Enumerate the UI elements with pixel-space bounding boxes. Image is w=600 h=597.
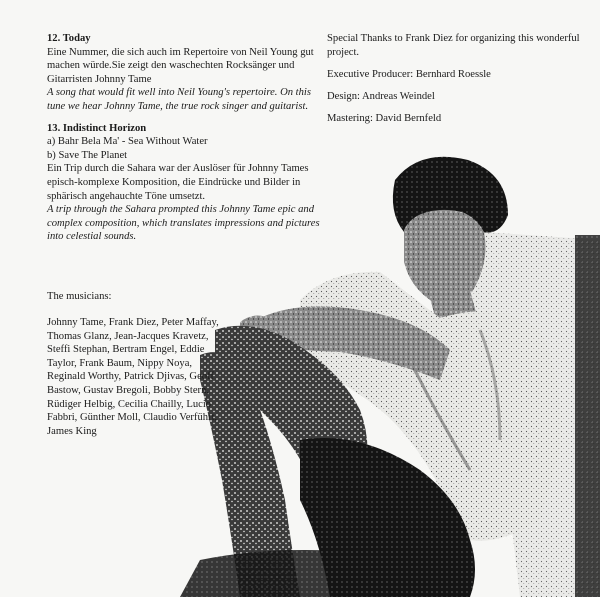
credits [327,32,587,134]
track-12-german: Eine Nummer, die sich auch im Repertoire von Neil Young gut machen würde.Sie zeigt den waschechten Rocksänger und Gitarristen Johnny Tame [47,46,314,85]
mastering-credit: Mastering: David Bernfeld [327,112,442,124]
executive-producer: Executive Producer: Bernhard Roessle [327,68,491,80]
track-13-german: Ein Trip durch die Sahara war der Auslöser für Johnny Tames episch-komplexe Komposition, die Eindrücke und Bilder in sphärisch angehauchte Töne umsetzt. [47,163,309,202]
musicians-heading: The musicians: [47,291,112,302]
special-thanks: Special Thanks to Frank Diez for organizing this wonderful project. [327,33,580,58]
design-credit: Design: Andreas Weindel [327,90,435,102]
track-12-english: A song that would fit well into Neil Young's repertoire. On this tune we hear Johnny Tame, the true rock singer and guitarist. [47,87,311,112]
track-12-title: 12. Today [47,33,91,44]
musicians-list: Johnny Tame, Frank Diez, Peter Maffay, Thomas Glanz, Jean-Jacques Kravetz, Steffi Stephan, Bertram Engel, Eddie Taylor, Frank Baum, Nippy Noya, Reginald Worthy, Patrick Djivas, Geoff Bastow, Gustav Bregoli, Bobby Stern, Rüdiger Helbig, Cecilia Chailly, Lucio Fabbri, Günther Moll, Claudio Verführt, James King [47,317,219,437]
track-13-part-a: a) Bahr Bela Ma' - Sea Without Water [47,136,208,148]
track-notes [47,32,329,244]
track-13-part-b: b) Save The Planet [47,149,128,161]
track-13-title: 13. Indistinct Horizon [47,122,147,134]
track-12 [47,32,329,114]
track-13-english: A trip through the Sahara prompted this Johnny Tame epic and complex composition, which translates impressions and pictures into celestial sounds. [47,204,320,243]
track-13 [47,122,329,244]
